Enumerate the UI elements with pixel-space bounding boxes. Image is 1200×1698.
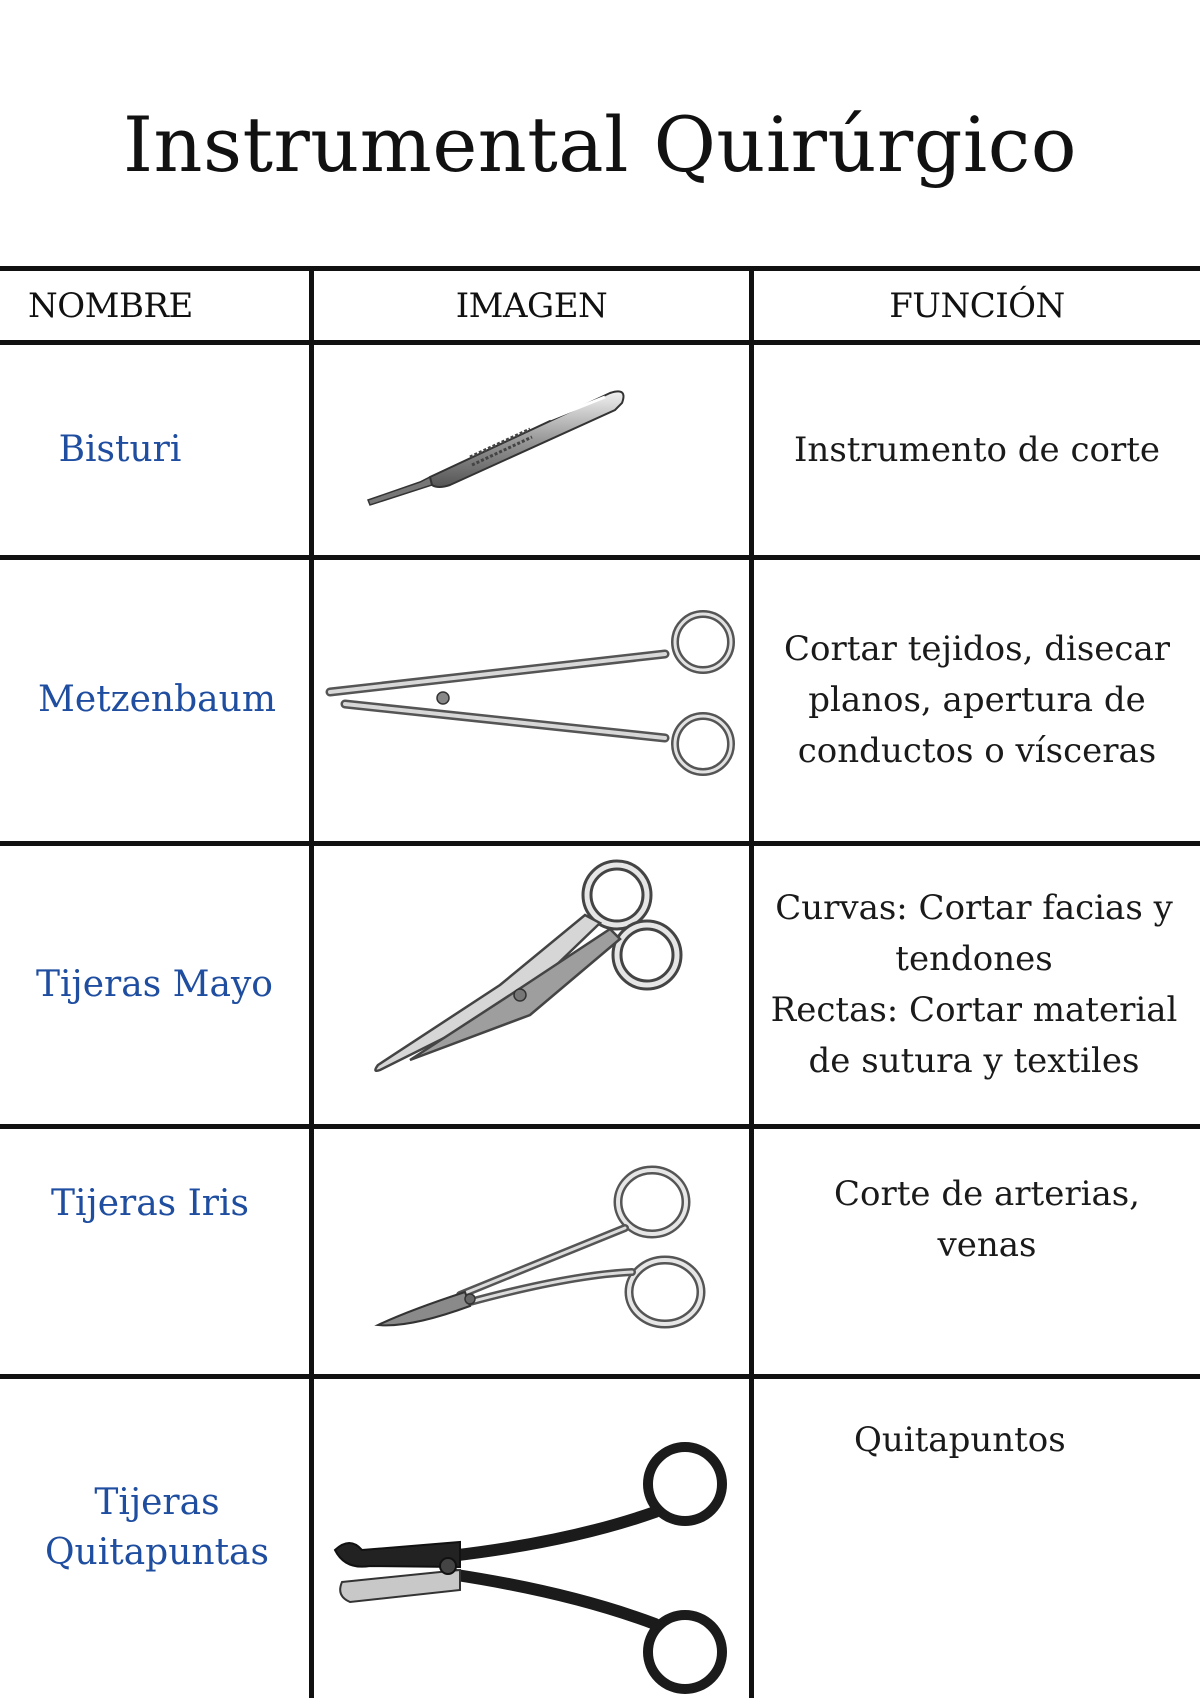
name-line: Tijeras (94, 1482, 220, 1523)
function-line: Cortar tejidos, disecar (783, 629, 1170, 669)
function-line: tendones (895, 939, 1053, 979)
instrument-function-tijeras-mayo (754, 846, 1200, 1124)
instrument-function-bisturi (754, 345, 1200, 555)
instrument-name-tijeras-iris (0, 1129, 300, 1374)
function-line: venas (937, 1225, 1037, 1265)
instrument-function-tijeras-quitapuntas (754, 1379, 1200, 1579)
instrument-name-bisturi (0, 345, 240, 555)
function-line: Curvas: Cortar facias y (775, 888, 1173, 928)
metzenbaum-scissors-icon (325, 606, 745, 776)
name-line: Tijeras Iris (51, 1183, 249, 1224)
function-line: Instrumento de corte (793, 429, 1161, 470)
function-line: Quitapuntos (854, 1420, 1066, 1460)
instrument-name-tijeras-quitapuntas (0, 1379, 314, 1698)
header-nombre: NOMBRE (28, 285, 193, 326)
function-line: Rectas: Cortar material (770, 990, 1178, 1030)
suture-removal-scissors-icon (330, 1432, 730, 1698)
iris-scissors-icon (370, 1160, 730, 1340)
header-funcion: FUNCIÓN (889, 285, 1065, 326)
page-title: Instrumental Quirúrgico (122, 100, 1078, 189)
header-imagen: IMAGEN (455, 285, 608, 326)
name-line: Bisturi (58, 428, 182, 470)
instrument-name-metzenbaum (0, 560, 314, 841)
name-line: Quitapuntas (45, 1532, 269, 1574)
instrument-function-tijeras-iris (754, 1129, 1200, 1374)
name-line: Tijeras Mayo (36, 963, 273, 1005)
scalpel-icon (360, 385, 640, 510)
mayo-scissors-icon (370, 855, 690, 1085)
name-line: Metzenbaum (38, 679, 276, 721)
instrument-name-tijeras-mayo (0, 846, 309, 1124)
instrument-function-metzenbaum (754, 560, 1200, 841)
function-line: conductos o vísceras (797, 731, 1157, 771)
function-line: Corte de arterias, (834, 1174, 1140, 1214)
function-line: planos, apertura de (808, 680, 1146, 720)
function-line: de sutura y textiles (808, 1041, 1140, 1081)
